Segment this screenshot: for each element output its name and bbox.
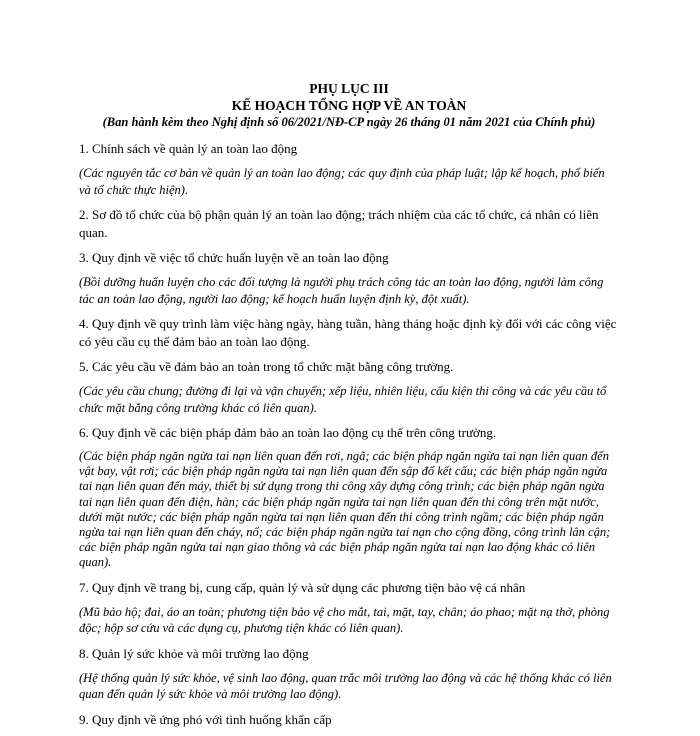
section-heading: 7. Quy định về trang bị, cung cấp, quản lý và sử dụng các phương tiện bảo vệ cá nhân	[79, 579, 526, 595]
section-heading: 3. Quy định về việc tổ chức huấn luyện về an toàn lao động	[79, 250, 389, 265]
section-2	[79, 206, 619, 242]
section-heading: 9. Quy định về ứng phó với tình huống khẩn cấp	[79, 711, 332, 727]
section-9	[79, 711, 619, 729]
section-8	[79, 645, 619, 703]
section-note: (Hệ thống quản lý sức khỏe, vệ sinh lao động, quan trắc môi trường lao động và các hệ thống khác có liên quan đến quản lý sức khỏe và môi trường lao động).	[79, 670, 612, 702]
section-note: (Mũ bảo hộ; đai, áo an toàn; phương tiện bảo vệ cho mắt, tai, mặt, tay, chân; áo phao; mặt nạ thở, phòng độc; hộp sơ cứu và các dụng cụ, phương tiện khác có liên quan).	[79, 604, 610, 636]
section-heading: 2. Sơ đồ tổ chức của bộ phận quản lý an toàn lao động; trách nhiệm của các tổ chức, cá nhân có liên quan.	[79, 207, 599, 240]
document-title: KẾ HOẠCH TỔNG HỢP VỀ AN TOÀN	[231, 98, 467, 113]
section-note: (Các nguyên tắc cơ bản về quản lý an toàn lao động; các quy định của pháp luật; lập kế hoạch, phổ biến và tổ chức thực hiện).	[79, 166, 605, 197]
section-3	[79, 249, 619, 307]
section-heading: 1. Chính sách về quản lý an toàn lao động	[79, 141, 298, 156]
section-note: (Bồi dưỡng huấn luyện cho các đối tượng là người phụ trách công tác an toàn lao động, người làm công tác an toàn lao động, người lao động; kế hoạch huấn luyện định kỳ, đột xuất).	[79, 275, 604, 306]
appendix-label: PHỤ LỤC III	[309, 81, 389, 96]
section-4	[79, 315, 619, 351]
section-note: (Các biện pháp ngăn ngừa tai nạn liên quan đến rơi, ngã; các biện pháp ngăn ngừa tai nạn liên quan đến vật bay, vật rơi; các biện pháp ngăn ngừa tai nạn liên quan đến sập đổ kết cấu; các biện pháp ngăn ngừa tai nạn liên quan đến máy, thiết bị sử dụng trong thi công xây dựng công trình; các biện pháp ngăn ngừa tai nạn liên quan đến điện, hàn; các biện pháp ngăn ngừa tai nạn liên quan đến thi công trên mặt nước, dưới mặt nước; các biện pháp ngăn ngừa tai nạn liên quan đến thi công trình ngầm; các biện pháp ngăn ngừa tai nạn liên quan đến cháy, nổ; các biện pháp ngăn ngừa tai nạn cho cộng đồng, công trình lân cận; các biện pháp ngăn ngừa tai nạn giao thông và các biện pháp ngăn ngừa tai nạn lao động khác có liên quan).	[79, 449, 611, 570]
section-heading: 4. Quy định về quy trình làm việc hàng ngày, hàng tuần, hàng tháng hoặc định kỳ đối với các công việc có yêu cầu cụ thể đảm bảo an toàn lao động.	[79, 316, 617, 349]
document-subtitle: (Ban hành kèm theo Nghị định số 06/2021/NĐ-CP ngày 26 tháng 01 năm 2021 của Chính phủ)	[102, 115, 596, 129]
document-page	[79, 80, 619, 736]
section-1	[79, 140, 619, 198]
section-heading: 5. Các yêu cầu về đảm bảo an toàn trong tổ chức mặt bằng công trường.	[79, 359, 454, 374]
section-5	[79, 358, 619, 416]
section-6	[79, 424, 619, 571]
section-7	[79, 579, 619, 637]
section-heading: 6. Quy định về các biện pháp đảm bảo an toàn lao động cụ thể trên công trường.	[79, 425, 497, 440]
section-note: (Các yêu cầu chung; đường đi lại và vận chuyển; xếp liệu, nhiên liệu, cấu kiện thi công và các yêu cầu tổ chức mặt bằng công trường khác có liên quan).	[79, 384, 607, 415]
section-heading: 8. Quản lý sức khỏe và môi trường lao động	[79, 645, 309, 661]
